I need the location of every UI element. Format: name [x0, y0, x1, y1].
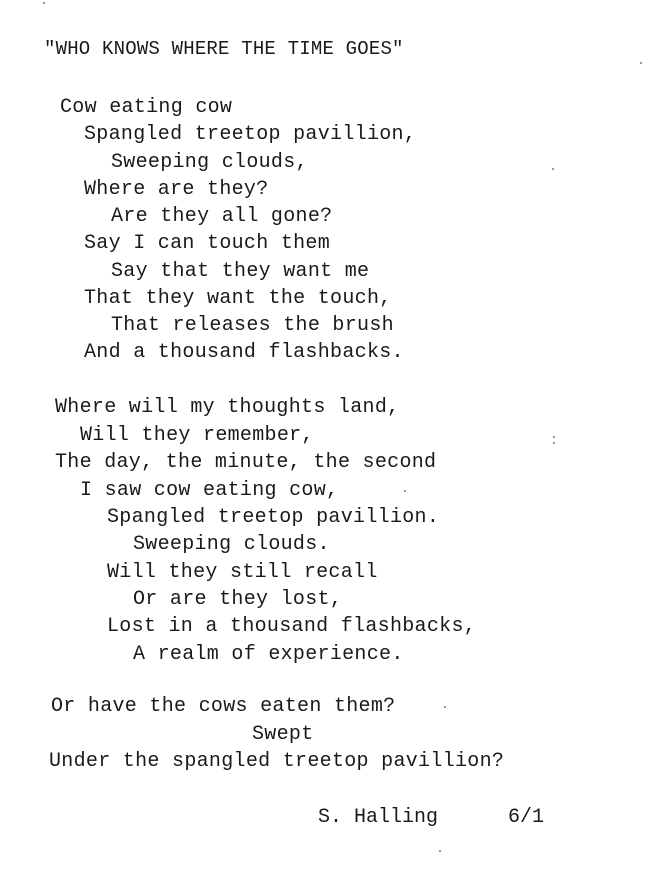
poem-line: Or have the cows eaten them?: [51, 695, 396, 718]
poem-line: Sweeping clouds,: [111, 151, 308, 174]
poem-line: Where will my thoughts land,: [55, 396, 400, 419]
poem-line: I saw cow eating cow,: [80, 479, 339, 502]
poem-line: Where are they?: [84, 178, 269, 201]
poem-line: Lost in a thousand flashbacks,: [107, 615, 477, 638]
poem-line: Will they still recall: [107, 561, 378, 584]
author-signature: S. Halling: [318, 806, 439, 829]
scan-speck: [444, 706, 446, 708]
scan-speck: [640, 62, 642, 64]
poem-line: Under the spangled treetop pavillion?: [49, 750, 505, 773]
poem-line: Say I can touch them: [84, 232, 331, 255]
poem-line: Will they remember,: [80, 424, 314, 447]
poem-line: Say that they want me: [111, 260, 370, 283]
poem-line: Or are they lost,: [133, 588, 343, 611]
poem-line: Cow eating cow: [60, 96, 233, 119]
scan-speck: [553, 436, 555, 438]
poem-line: And a thousand flashbacks.: [84, 341, 404, 364]
scan-speck: [404, 490, 406, 492]
poem-date: 6/1: [508, 806, 545, 829]
poem-line: A realm of experience.: [133, 643, 404, 666]
poem-line: Sweeping clouds.: [133, 533, 330, 556]
scan-speck: [43, 2, 45, 4]
poem-line: Spangled treetop pavillion,: [84, 123, 417, 146]
scan-speck: [552, 168, 554, 170]
poem-line: Spangled treetop pavillion.: [107, 506, 440, 529]
poem-line: Swept: [252, 723, 314, 746]
scan-speck: [553, 442, 555, 444]
poem-line: That releases the brush: [111, 314, 394, 337]
poem-line: The day, the minute, the second: [55, 451, 437, 474]
poem-line: Are they all gone?: [111, 205, 333, 228]
scan-speck: [439, 850, 441, 852]
poem-line: That they want the touch,: [84, 287, 392, 310]
poem-title: "WHO KNOWS WHERE THE TIME GOES": [44, 38, 404, 60]
